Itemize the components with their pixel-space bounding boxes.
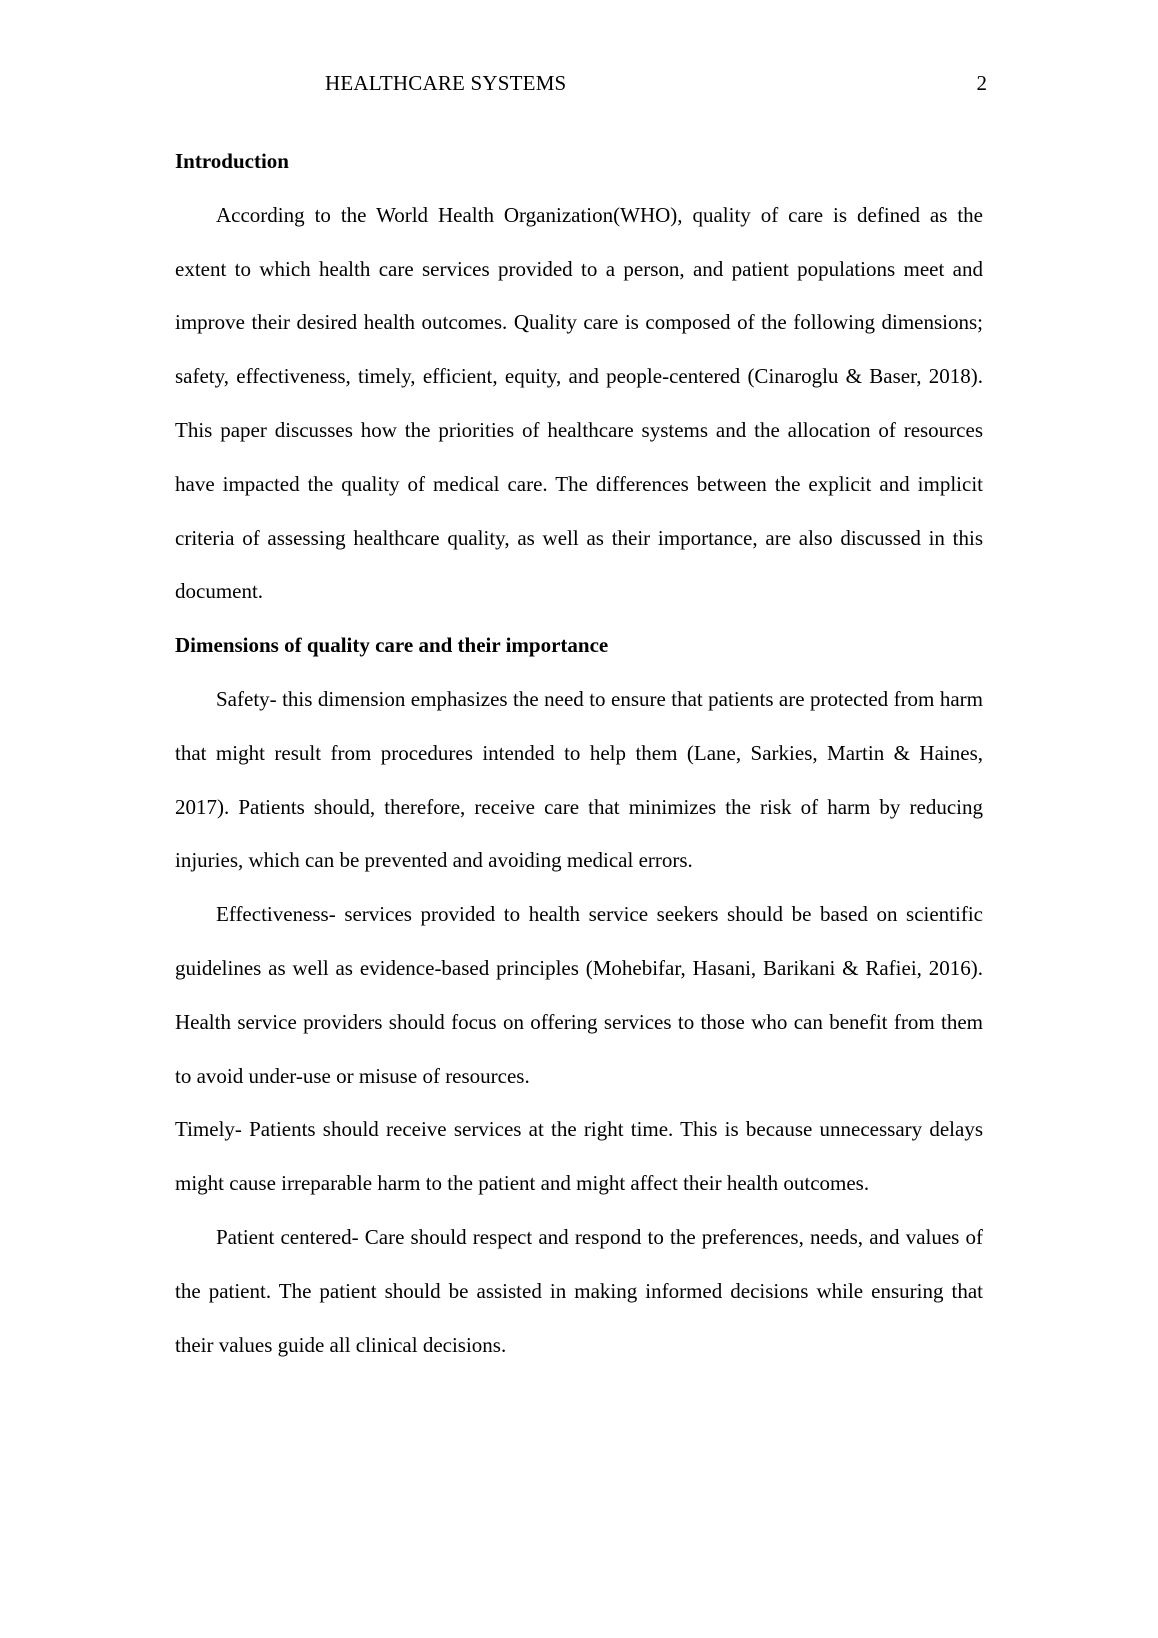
section-heading-dimensions: Dimensions of quality care and their importance <box>175 633 609 658</box>
paragraph-patient-centered: Patient centered- Care should respect and respond to the preferences, needs, and values of the patient. The patient should be assisted in making informed decisions while ensuring that their values guide all clinical decisions. <box>175 1224 983 1357</box>
section-heading-introduction: Introduction <box>175 149 289 173</box>
paragraph-timely: Timely- Patients should receive services at the right time. This is because unnecessary delays might cause irreparable harm to the patient and might affect their health outcomes. <box>175 1117 983 1196</box>
running-head: HEALTHCARE SYSTEMS <box>325 71 567 95</box>
document-body <box>175 135 983 1372</box>
paragraph-safety: Safety- this dimension emphasizes the need to ensure that patients are protected from harm that might result from procedures intended to help them (Lane, Sarkies, Martin & Haines, 2017). Patients should, therefore, receive care that minimizes the risk of harm by reducing injuries, which can be prevented and avoiding medical errors. <box>175 686 983 873</box>
paragraph-introduction: According to the World Health Organization(WHO), quality of care is defined as the extent to which health care services provided to a person, and patient populations meet and improve their desired health outcomes. Quality care is composed of the following dimensions; safety, effectiveness, timely, efficient, equity, and people-centered (Cinaroglu & Baser, 2018). This paper discusses how the priorities of healthcare systems and the allocation of resources have impacted the quality of medical care. The differences between the explicit and implicit criteria of assessing healthcare quality, as well as their importance, are also discussed in this document. <box>175 202 983 604</box>
paragraph-effectiveness: Effectiveness- services provided to health service seekers should be based on scientific guidelines as well as evidence-based principles (Mohebifar, Hasani, Barikani & Rafiei, 2016). Health service providers should focus on offering services to those who can benefit from them to avoid under-use or misuse of resources. <box>175 902 983 1088</box>
page-number: 2 <box>976 71 987 95</box>
